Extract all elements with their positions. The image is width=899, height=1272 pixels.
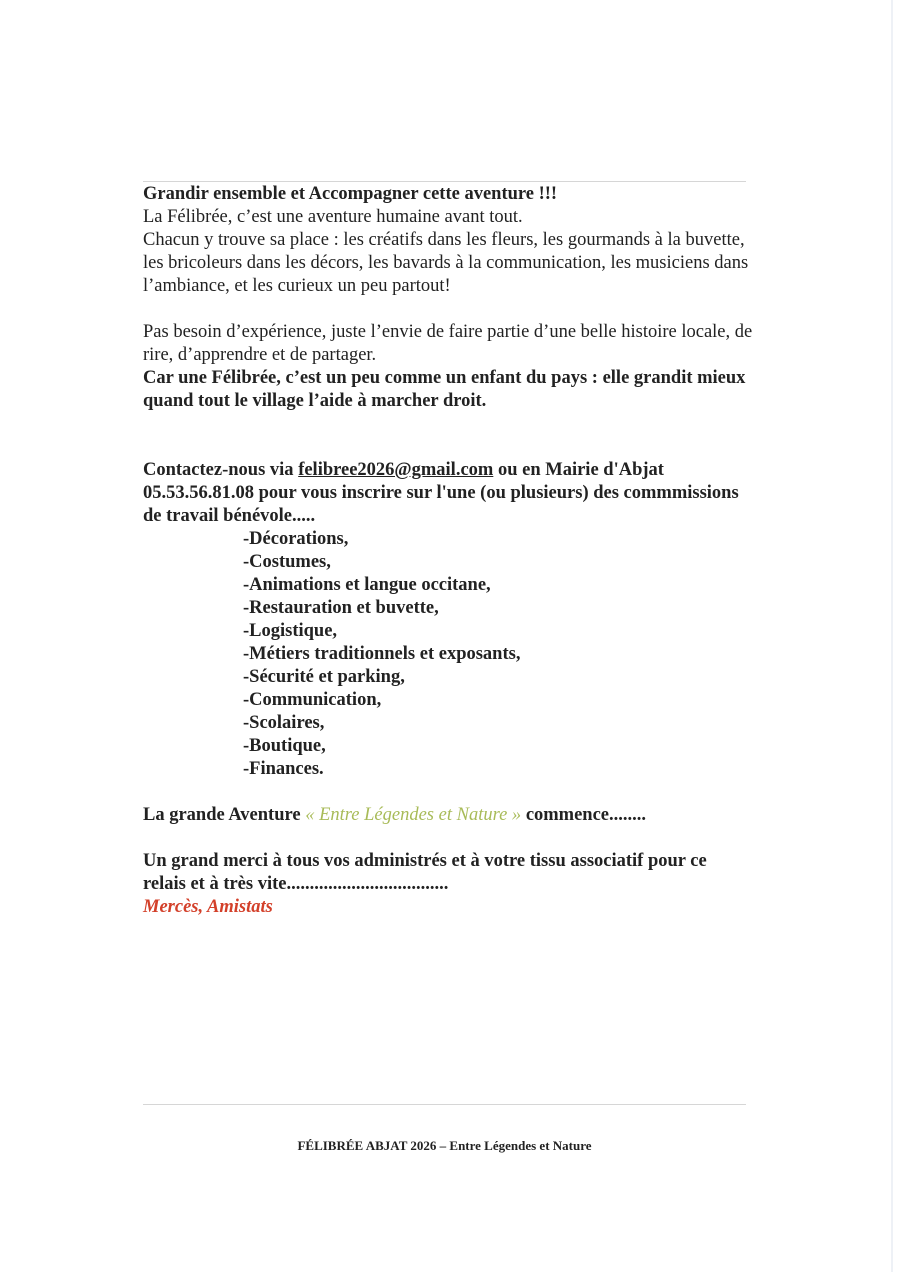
letter-body [143,183,753,919]
page-footer: FÉLIBRÉE ABJAT 2026 – Entre Légendes et Nature [297,1138,592,1153]
signature: Mercès, Amistats [143,897,273,917]
adventure-line [143,804,753,827]
email-link[interactable]: felibree2026@gmail.com [298,460,494,480]
intro-paragraph: La Félibrée, c’est une aventure humaine avant tout. [143,207,523,227]
adventure-prefix: La grande Aventure [143,805,306,825]
adventure-suffix: commence........ [525,805,647,825]
commission-item: -Sécurité et parking, [243,667,405,687]
commission-item: -Animations et langue occitane, [243,575,491,595]
contact-rest: ou en Mairie d'Abjat 05.53.56.81.08 pour vous inscrire sur l'une (ou plusieurs) des commmissions de travail bénévole..... [143,460,739,526]
commission-item: -Scolaires, [243,713,325,733]
contact-paragraph [143,459,753,528]
commission-item: -Métiers traditionnels et exposants, [243,644,521,664]
footer-rule [143,1104,746,1105]
commissions-list [143,528,753,781]
commission-item: -Boutique, [243,736,326,756]
roles-paragraph: Chacun y trouve sa place : les créatifs dans les fleurs, les gourmands à la buvette, les bricoleurs dans les décors, les bavards à la communication, les musiciens dans l’ambiance, et les curieux un peu partout! [143,230,749,296]
commission-item: -Communication, [243,690,382,710]
metaphor-paragraph: Car une Félibrée, c’est un peu comme un enfant du pays : elle grandit mieux quand tout le village l’aide à marcher droit. [143,368,746,411]
header-rule [143,181,746,182]
thanks-paragraph: Un grand merci à tous vos administrés et à votre tissu associatif pour ce relais et à très vite................................... [143,851,707,894]
contact-prefix: Contactez-nous via [143,460,299,480]
commission-item: -Finances. [243,759,324,779]
commission-item: -Décorations, [243,529,349,549]
section-heading: Grandir ensemble et Accompagner cette aventure !!! [143,184,558,204]
commission-item: -Logistique, [243,621,338,641]
page-edge [891,0,893,1272]
commission-item: -Restauration et buvette, [243,598,439,618]
no-experience-paragraph: Pas besoin d’expérience, juste l’envie de faire partie d’une belle histoire locale, de rire, d’apprendre et de partager. [143,322,753,365]
commission-item: -Costumes, [243,552,331,572]
adventure-title: « Entre Légendes et Nature » [305,805,526,825]
